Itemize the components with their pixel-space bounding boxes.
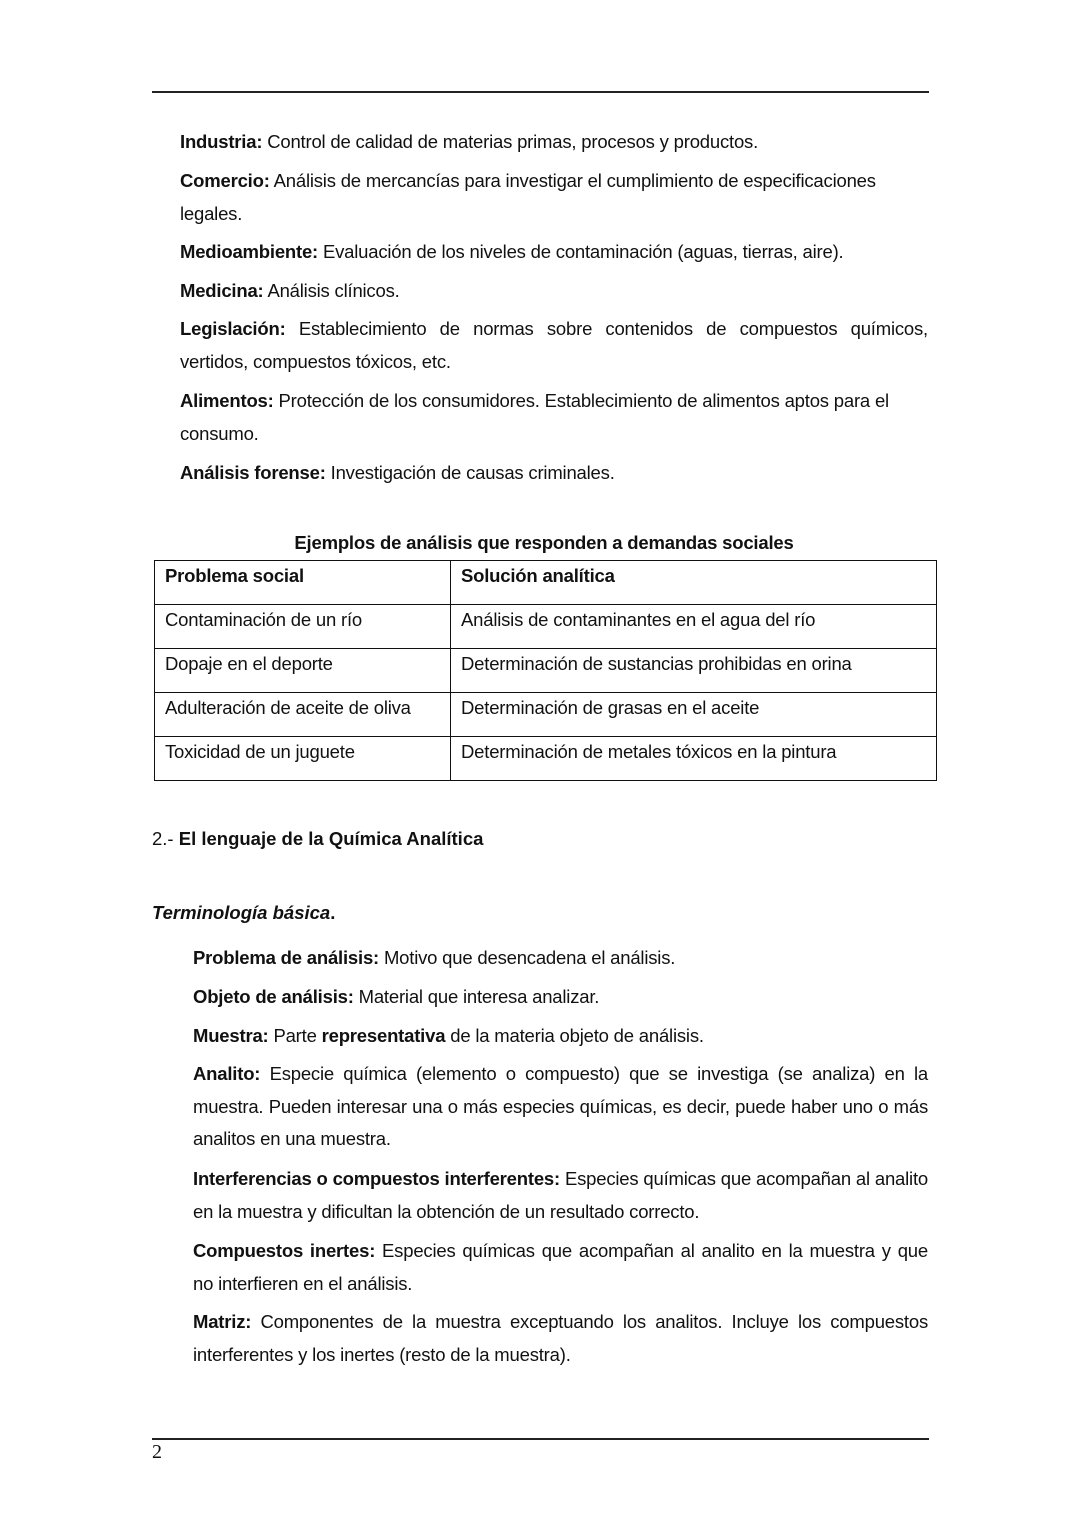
term-interferencias: Interferencias o compuestos interferentes: Especies químicas que acompañan al analito en la muestra y dificultan la obtención de un resultado correcto. xyxy=(193,1168,928,1222)
application-forense: Análisis forense: Investigación de causas criminales. xyxy=(180,462,615,483)
term-muestra: Muestra: Parte representativa de la materia objeto de análisis. xyxy=(193,1025,704,1046)
section-subtitle: Terminología básica. xyxy=(152,902,336,923)
cell-problem: Contaminación de un río xyxy=(155,605,451,649)
cell-solution: Determinación de metales tóxicos en la pintura xyxy=(451,737,937,781)
application-medicina: Medicina: Análisis clínicos. xyxy=(180,280,400,301)
table-row xyxy=(155,649,937,693)
table-header-row xyxy=(155,561,937,605)
table-row xyxy=(155,693,937,737)
table-row xyxy=(155,605,937,649)
application-medioambiente: Medioambiente: Evaluación de los niveles de contaminación (aguas, tierras, aire). xyxy=(180,241,844,262)
cell-problem: Dopaje en el deporte xyxy=(155,649,451,693)
term-analito: Analito: Especie química (elemento o compuesto) que se investiga (se analiza) en la muestra. Pueden interesar una o más especies químicas, es decir, puede haber uno o más analitos en una muestra. xyxy=(193,1063,928,1149)
cell-solution: Análisis de contaminantes en el agua del río xyxy=(451,605,937,649)
table-caption: Ejemplos de análisis que responden a demandas sociales xyxy=(294,532,794,553)
cell-solution: Determinación de grasas en el aceite xyxy=(451,693,937,737)
term-matriz: Matriz: Componentes de la muestra exceptuando los analitos. Incluye los compuestos interferentes y los inertes (resto de la muestra). xyxy=(193,1311,928,1365)
table-row xyxy=(155,737,937,781)
cell-solution: Determinación de sustancias prohibidas en orina xyxy=(451,649,937,693)
footer-rule xyxy=(152,1438,929,1440)
social-demands-table xyxy=(154,560,937,781)
cell-problem: Toxicidad de un juguete xyxy=(155,737,451,781)
term-problema: Problema de análisis: Motivo que desencadena el análisis. xyxy=(193,947,676,968)
application-comercio: Comercio: Análisis de mercancías para investigar el cumplimiento de especificaciones legales. xyxy=(180,170,876,224)
application-alimentos: Alimentos: Protección de los consumidores. Establecimiento de alimentos aptos para el consumo. xyxy=(180,390,889,444)
page-number: 2 xyxy=(152,1441,162,1463)
header-rule xyxy=(152,91,929,93)
application-legislacion: Legislación: Establecimiento de normas sobre contenidos de compuestos químicos, vertidos, compuestos tóxicos, etc. xyxy=(180,318,928,372)
term-inertes: Compuestos inertes: Especies químicas que acompañan al analito en la muestra y que no interfieren en el análisis. xyxy=(193,1240,928,1294)
term-objeto: Objeto de análisis: Material que interesa analizar. xyxy=(193,986,600,1007)
cell-problem: Adulteración de aceite de oliva xyxy=(155,693,451,737)
section-heading: 2.- El lenguaje de la Química Analítica xyxy=(152,828,484,849)
header-solucion: Solución analítica xyxy=(451,561,937,605)
application-industria: Industria: Control de calidad de materias primas, procesos y productos. xyxy=(180,131,759,152)
header-problema: Problema social xyxy=(155,561,451,605)
